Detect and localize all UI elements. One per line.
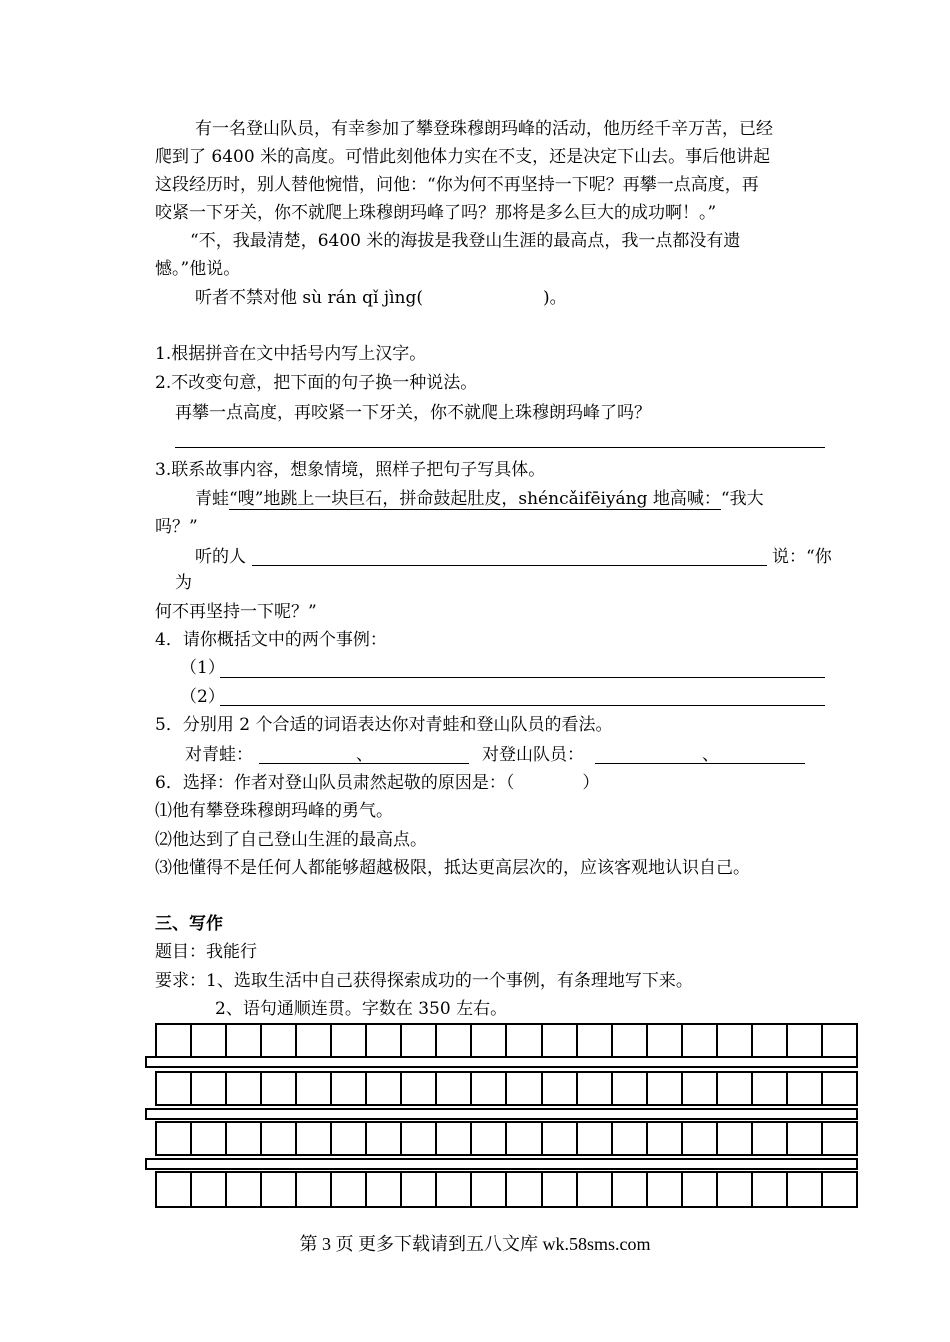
grid-cell[interactable] bbox=[367, 1025, 402, 1056]
question-5-frog: 对青蛙： bbox=[185, 745, 253, 765]
grid-cell[interactable] bbox=[648, 1123, 683, 1154]
grid-cell[interactable] bbox=[367, 1123, 402, 1154]
question-4-item-2: （2） bbox=[180, 687, 225, 707]
grid-cell[interactable] bbox=[367, 1173, 402, 1206]
grid-cell[interactable] bbox=[227, 1123, 262, 1154]
grid-cell[interactable] bbox=[157, 1123, 192, 1154]
grid-cell[interactable] bbox=[297, 1123, 332, 1154]
grid-cell[interactable] bbox=[753, 1073, 788, 1104]
grid-cell[interactable] bbox=[718, 1123, 753, 1154]
row-separator bbox=[145, 1158, 858, 1170]
grid-cell[interactable] bbox=[788, 1025, 823, 1056]
question-3-wei: 为 bbox=[175, 573, 192, 593]
question-4: 4．请你概括文中的两个事例： bbox=[155, 630, 387, 650]
grid-cell[interactable] bbox=[157, 1073, 192, 1104]
grid-cell[interactable] bbox=[683, 1025, 718, 1056]
grid-cell[interactable] bbox=[753, 1173, 788, 1206]
grid-cell[interactable] bbox=[297, 1025, 332, 1056]
grid-cell[interactable] bbox=[332, 1123, 367, 1154]
grid-cell[interactable] bbox=[718, 1073, 753, 1104]
question-3: 3.联系故事内容，想象情境，照样子把句子写具体。 bbox=[155, 460, 546, 480]
grid-row[interactable] bbox=[155, 1171, 858, 1208]
grid-cell[interactable] bbox=[332, 1073, 367, 1104]
grid-cell[interactable] bbox=[437, 1123, 472, 1154]
pinyin-blank-line bbox=[195, 287, 567, 309]
passage-line: 爬到了 6400 米的高度。可惜此刻他体力实在不支，还是决定下山去。事后他讲起 bbox=[155, 147, 771, 167]
grid-cell[interactable] bbox=[262, 1073, 297, 1104]
option-b: ⑵他达到了自己登山生涯的最高点。 bbox=[155, 830, 427, 850]
grid-cell[interactable] bbox=[437, 1025, 472, 1056]
grid-cell[interactable] bbox=[402, 1123, 437, 1154]
grid-cell[interactable] bbox=[402, 1025, 437, 1056]
grid-cell[interactable] bbox=[437, 1173, 472, 1206]
grid-cell[interactable] bbox=[437, 1073, 472, 1104]
grid-cell[interactable] bbox=[472, 1073, 507, 1104]
grid-cell[interactable] bbox=[472, 1025, 507, 1056]
passage-line: 咬紧一下牙关，你不就爬上珠穆朗玛峰了吗？那将是多么巨大的成功啊！。” bbox=[155, 203, 717, 223]
example-subject: 青蛙 bbox=[195, 489, 229, 509]
grid-cell[interactable] bbox=[227, 1025, 262, 1056]
grid-cell[interactable] bbox=[297, 1173, 332, 1206]
grid-cell[interactable] bbox=[157, 1173, 192, 1206]
grid-cell[interactable] bbox=[192, 1025, 227, 1056]
grid-cell[interactable] bbox=[192, 1073, 227, 1104]
answer-line-q3[interactable] bbox=[252, 565, 767, 566]
answer-line-q4-2[interactable] bbox=[220, 705, 825, 706]
grid-cell[interactable] bbox=[613, 1123, 648, 1154]
example-underlined: “嗖”地跳上一块巨石，拼命鼓起肚皮，shéncǎifēiyáng 地高喊： bbox=[229, 489, 721, 509]
grid-cell[interactable] bbox=[332, 1173, 367, 1206]
writing-title: 题目：我能行 bbox=[155, 942, 257, 962]
grid-row[interactable] bbox=[155, 1023, 858, 1058]
passage-line: 憾。”他说。 bbox=[155, 259, 241, 279]
question-5-sep: 、 bbox=[702, 745, 719, 765]
grid-cell[interactable] bbox=[507, 1173, 542, 1206]
question-1: 1.根据拼音在文中括号内写上汉字。 bbox=[155, 344, 427, 364]
writing-grid[interactable] bbox=[155, 1023, 858, 1208]
grid-cell[interactable] bbox=[543, 1173, 578, 1206]
question-2: 2.不改变句意，把下面的句子换一种说法。 bbox=[155, 373, 478, 393]
grid-cell[interactable] bbox=[472, 1123, 507, 1154]
question-3-end: 何不再坚持一下呢？” bbox=[155, 602, 317, 622]
grid-cell[interactable] bbox=[578, 1173, 613, 1206]
grid-cell[interactable] bbox=[648, 1173, 683, 1206]
question-5-climber: 对登山队员： bbox=[482, 745, 584, 765]
question-3-example-end: 吗？” bbox=[155, 517, 198, 537]
grid-cell[interactable] bbox=[683, 1123, 718, 1154]
question-3-example bbox=[195, 488, 764, 510]
question-5-sep: 、 bbox=[356, 745, 373, 765]
grid-cell[interactable] bbox=[192, 1123, 227, 1154]
grid-cell[interactable] bbox=[192, 1173, 227, 1206]
grid-cell[interactable] bbox=[683, 1073, 718, 1104]
grid-row[interactable] bbox=[155, 1071, 858, 1106]
grid-cell[interactable] bbox=[262, 1123, 297, 1154]
grid-cell[interactable] bbox=[613, 1025, 648, 1056]
answer-line-q5-climber[interactable] bbox=[595, 763, 805, 764]
grid-cell[interactable] bbox=[718, 1025, 753, 1056]
grid-cell[interactable] bbox=[402, 1173, 437, 1206]
question-6: 6．选择：作者对登山队员肃然起敬的原因是：（ ） bbox=[155, 773, 600, 793]
passage-line: “不，我最清楚，6400 米的海拔是我登山生涯的最高点，我一点都没有遗 bbox=[190, 231, 741, 251]
question-4-item-1: （1） bbox=[180, 658, 225, 678]
grid-cell[interactable] bbox=[648, 1025, 683, 1056]
grid-cell[interactable] bbox=[823, 1025, 856, 1056]
writing-requirement-2: 2、语句通顺连贯。字数在 350 左右。 bbox=[215, 999, 508, 1019]
grid-cell[interactable] bbox=[262, 1173, 297, 1206]
grid-cell[interactable] bbox=[718, 1173, 753, 1206]
grid-cell[interactable] bbox=[823, 1173, 856, 1206]
grid-cell[interactable] bbox=[507, 1073, 542, 1104]
grid-cell[interactable] bbox=[753, 1123, 788, 1154]
grid-cell[interactable] bbox=[402, 1073, 437, 1104]
pinyin-close: )。 bbox=[543, 288, 567, 308]
grid-cell[interactable] bbox=[332, 1025, 367, 1056]
grid-cell[interactable] bbox=[788, 1123, 823, 1154]
answer-line-q2[interactable] bbox=[175, 447, 825, 448]
grid-cell[interactable] bbox=[578, 1073, 613, 1104]
passage-line: 这段经历时，别人替他惋惜，问他：“你为何不再坚持一下呢？再攀一点高度，再 bbox=[155, 175, 759, 195]
pinyin-prompt: 听者不禁对他 sù rán qǐ jìng( bbox=[195, 288, 423, 308]
grid-cell[interactable] bbox=[648, 1073, 683, 1104]
writing-requirement-1: 要求：1、选取生活中自己获得探索成功的一个事例，有条理地写下来。 bbox=[155, 971, 693, 991]
option-a: ⑴他有攀登珠穆朗玛峰的勇气。 bbox=[155, 801, 393, 821]
grid-cell[interactable] bbox=[262, 1025, 297, 1056]
grid-cell[interactable] bbox=[367, 1073, 402, 1104]
grid-cell[interactable] bbox=[297, 1073, 332, 1104]
question-3-listener: 听的人 bbox=[195, 547, 246, 567]
grid-cell[interactable] bbox=[578, 1123, 613, 1154]
grid-cell[interactable] bbox=[613, 1073, 648, 1104]
grid-cell[interactable] bbox=[823, 1123, 856, 1154]
page-footer: 第 3 页 更多下载请到五八文库 wk.58sms.com bbox=[299, 1234, 651, 1254]
question-2-sentence: 再攀一点高度，再咬紧一下牙关，你不就爬上珠穆朗玛峰了吗？ bbox=[175, 403, 651, 423]
grid-cell[interactable] bbox=[157, 1025, 192, 1056]
question-3-said: 说：“你 bbox=[772, 547, 832, 567]
grid-cell[interactable] bbox=[507, 1123, 542, 1154]
section-heading: 三、写作 bbox=[155, 914, 223, 934]
grid-cell[interactable] bbox=[753, 1025, 788, 1056]
row-separator bbox=[145, 1108, 858, 1120]
answer-line-q4-1[interactable] bbox=[220, 677, 825, 678]
grid-cell[interactable] bbox=[543, 1025, 578, 1056]
grid-cell[interactable] bbox=[507, 1025, 542, 1056]
grid-cell[interactable] bbox=[613, 1173, 648, 1206]
passage-line: 有一名登山队员，有幸参加了攀登珠穆朗玛峰的活动，他历经千辛万苦，已经 bbox=[195, 119, 773, 139]
question-5: 5．分别用 2 个合适的词语表达你对青蛙和登山队员的看法。 bbox=[155, 715, 613, 735]
grid-cell[interactable] bbox=[683, 1173, 718, 1206]
grid-cell[interactable] bbox=[788, 1173, 823, 1206]
grid-cell[interactable] bbox=[227, 1073, 262, 1104]
grid-cell[interactable] bbox=[543, 1123, 578, 1154]
grid-cell[interactable] bbox=[578, 1025, 613, 1056]
grid-row[interactable] bbox=[155, 1121, 858, 1156]
grid-cell[interactable] bbox=[543, 1073, 578, 1104]
example-quote: “我大 bbox=[720, 489, 764, 509]
grid-cell[interactable] bbox=[823, 1073, 856, 1104]
grid-cell[interactable] bbox=[788, 1073, 823, 1104]
row-separator bbox=[145, 1056, 858, 1068]
grid-cell[interactable] bbox=[227, 1173, 262, 1206]
option-c: ⑶他懂得不是任何人都能够超越极限，抵达更高层次的，应该客观地认识自己。 bbox=[155, 858, 750, 878]
grid-cell[interactable] bbox=[472, 1173, 507, 1206]
